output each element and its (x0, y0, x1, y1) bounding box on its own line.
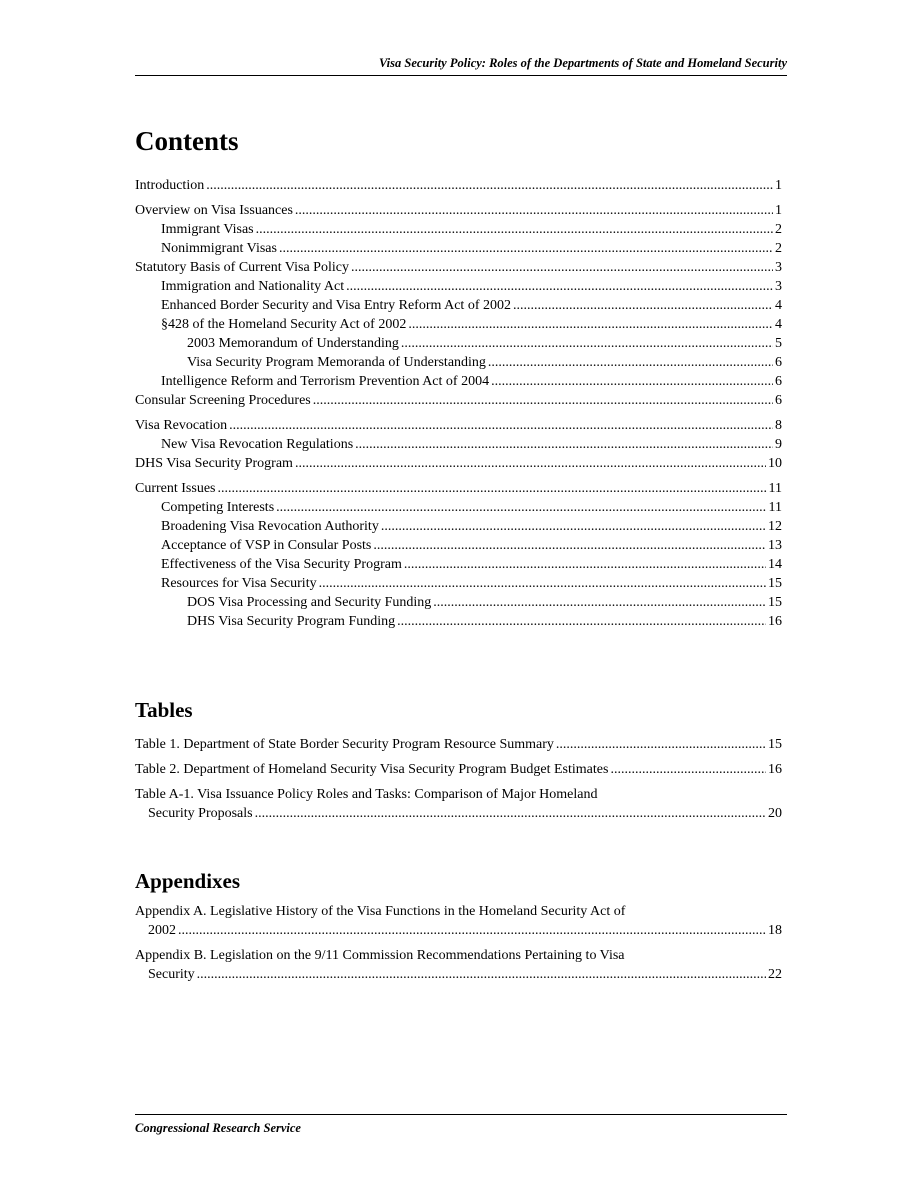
toc-entry-broadening-revocation[interactable] (135, 517, 782, 536)
appendix-entry-page: 18 (768, 923, 782, 938)
toc-entry-page: 16 (768, 614, 782, 629)
toc-entry-text: Introduction (135, 178, 205, 193)
appendix-entry-text-continued: 2002 (148, 923, 176, 938)
toc-entry-page: 12 (768, 519, 782, 534)
toc-entry-new-revocation-regs[interactable] (135, 435, 782, 454)
dot-leader (351, 258, 773, 277)
toc-entry-page: 1 (775, 203, 782, 218)
appendix-entry-text: Appendix B. Legislation on the 9/11 Commission Recommendations Pertaining to Visa (135, 948, 625, 963)
toc-entry-text: DHS Visa Security Program Funding (187, 614, 396, 629)
table-entry-page: 20 (768, 806, 782, 821)
toc-entry-introduction[interactable] (135, 176, 782, 195)
dot-leader (276, 498, 766, 517)
toc-entry-text: Intelligence Reform and Terrorism Prevention Act of 2004 (161, 374, 490, 389)
dot-leader (610, 760, 766, 779)
dot-leader (346, 277, 773, 296)
dot-leader (197, 965, 766, 984)
toc-entry-text: DHS Visa Security Program (135, 456, 293, 471)
table-entry-text: Table 1. Department of State Border Security Program Resource Summary (135, 737, 554, 752)
table-entry-a1[interactable] (135, 785, 782, 823)
toc-entry-page: 4 (775, 298, 782, 313)
toc-entry-visa-revocation[interactable] (135, 416, 782, 435)
toc-entry-page: 2 (775, 241, 782, 256)
toc-entry-page: 3 (775, 279, 782, 294)
tables-title: Tables (135, 698, 193, 722)
table-entry-1[interactable] (135, 735, 782, 754)
dot-leader (404, 555, 766, 574)
toc-entry-text: Current Issues (135, 481, 216, 496)
toc-entry-text: Competing Interests (161, 500, 275, 515)
contents-list (135, 176, 782, 631)
dot-leader (256, 220, 773, 239)
dot-leader (313, 391, 773, 410)
toc-entry-page: 9 (775, 437, 782, 452)
toc-entry-page: 6 (775, 374, 782, 389)
toc-entry-text: Immigration and Nationality Act (161, 279, 345, 294)
toc-entry-text: Overview on Visa Issuances (135, 203, 293, 218)
toc-entry-page: 15 (768, 576, 782, 591)
toc-entry-text: New Visa Revocation Regulations (161, 437, 354, 452)
appendix-entry-text: Appendix A. Legislative History of the Visa Functions in the Homeland Security Act of (135, 904, 626, 919)
toc-entry-vsp-mou[interactable] (135, 353, 782, 372)
toc-entry-text: 2003 Memorandum of Understanding (187, 336, 399, 351)
toc-entry-page: 11 (768, 481, 782, 496)
toc-entry-text: Effectiveness of the Visa Security Program (161, 557, 402, 572)
toc-entry-current-issues[interactable] (135, 479, 782, 498)
toc-entry-ina[interactable] (135, 277, 782, 296)
table-entry-page: 15 (768, 737, 782, 752)
dot-leader (408, 315, 773, 334)
tables-list (135, 735, 782, 823)
toc-entry-page: 3 (775, 260, 782, 275)
table-entry-text: Table 2. Department of Homeland Security Visa Security Program Budget Estimates (135, 762, 609, 777)
dot-leader (279, 239, 773, 258)
dot-leader (488, 353, 773, 372)
toc-entry-nonimmigrant-visas[interactable] (135, 239, 782, 258)
dot-leader (433, 593, 766, 612)
dot-leader (401, 334, 773, 353)
toc-entry-page: 15 (768, 595, 782, 610)
contents-title: Contents (135, 126, 239, 156)
toc-entry-text: Consular Screening Procedures (135, 393, 311, 408)
toc-entry-text: Statutory Basis of Current Visa Policy (135, 260, 349, 275)
toc-entry-text: Visa Revocation (135, 418, 228, 433)
toc-entry-competing-interests[interactable] (135, 498, 782, 517)
toc-entry-text: Resources for Visa Security (161, 576, 317, 591)
dot-leader (319, 574, 766, 593)
dot-leader (513, 296, 773, 315)
toc-entry-page: 8 (775, 418, 782, 433)
toc-entry-section-428[interactable] (135, 315, 782, 334)
dot-leader (255, 804, 766, 823)
dot-leader (178, 921, 766, 940)
table-entry-text: Table A-1. Visa Issuance Policy Roles and Tasks: Comparison of Major Homeland (135, 787, 598, 802)
toc-entry-overview[interactable] (135, 201, 782, 220)
toc-entry-dhs-funding[interactable] (135, 612, 782, 631)
toc-entry-page: 11 (768, 500, 782, 515)
dot-leader (381, 517, 766, 536)
running-footer: Congressional Research Service (135, 1114, 787, 1136)
appendix-entry-text-continued: Security (148, 967, 195, 982)
dot-leader (229, 416, 773, 435)
appendix-entry-page: 22 (768, 967, 782, 982)
toc-entry-dhs-vsp[interactable] (135, 454, 782, 473)
dot-leader (397, 612, 766, 631)
toc-entry-enhanced-border-security[interactable] (135, 296, 782, 315)
appendixes-title: Appendixes (135, 869, 241, 893)
toc-entry-2003-mou[interactable] (135, 334, 782, 353)
toc-entry-consular-screening[interactable] (135, 391, 782, 410)
toc-entry-page: 2 (775, 222, 782, 237)
dot-leader (218, 479, 767, 498)
toc-entry-text: Nonimmigrant Visas (161, 241, 277, 256)
running-header: Visa Security Policy: Roles of the Departments of State and Homeland Security (135, 56, 787, 76)
toc-entry-text: Enhanced Border Security and Visa Entry Reform Act of 2002 (161, 298, 511, 313)
dot-leader (373, 536, 766, 555)
toc-entry-text: Broadening Visa Revocation Authority (161, 519, 379, 534)
toc-entry-page: 4 (775, 317, 782, 332)
toc-entry-text: DOS Visa Processing and Security Funding (187, 595, 432, 610)
toc-entry-page: 1 (775, 178, 782, 193)
dot-leader (206, 176, 773, 195)
toc-entry-acceptance-vsp[interactable] (135, 536, 782, 555)
toc-entry-immigrant-visas[interactable] (135, 220, 782, 239)
toc-entry-dos-funding[interactable] (135, 593, 782, 612)
table-entry-2[interactable] (135, 760, 782, 779)
dot-leader (295, 454, 766, 473)
toc-entry-text: Acceptance of VSP in Consular Posts (161, 538, 372, 553)
toc-entry-text: Visa Security Program Memoranda of Understanding (187, 355, 486, 370)
dot-leader (295, 201, 773, 220)
dot-leader (556, 735, 766, 754)
toc-entry-effectiveness-vsp[interactable] (135, 555, 782, 574)
appendix-entry-a[interactable] (135, 902, 782, 940)
dot-leader (491, 372, 773, 391)
table-entry-text-continued: Security Proposals (148, 806, 253, 821)
toc-entry-page: 6 (775, 355, 782, 370)
toc-entry-irtpa[interactable] (135, 372, 782, 391)
toc-entry-resources[interactable] (135, 574, 782, 593)
toc-entry-page: 13 (768, 538, 782, 553)
toc-entry-page: 10 (768, 456, 782, 471)
toc-entry-text: §428 of the Homeland Security Act of 2002 (161, 317, 407, 332)
table-entry-page: 16 (768, 762, 782, 777)
toc-entry-page: 6 (775, 393, 782, 408)
toc-entry-text: Immigrant Visas (161, 222, 254, 237)
toc-entry-page: 5 (775, 336, 782, 351)
toc-entry-statutory-basis[interactable] (135, 258, 782, 277)
toc-entry-page: 14 (768, 557, 782, 572)
appendix-entry-b[interactable] (135, 946, 782, 984)
appendixes-list (135, 902, 782, 984)
dot-leader (355, 435, 773, 454)
